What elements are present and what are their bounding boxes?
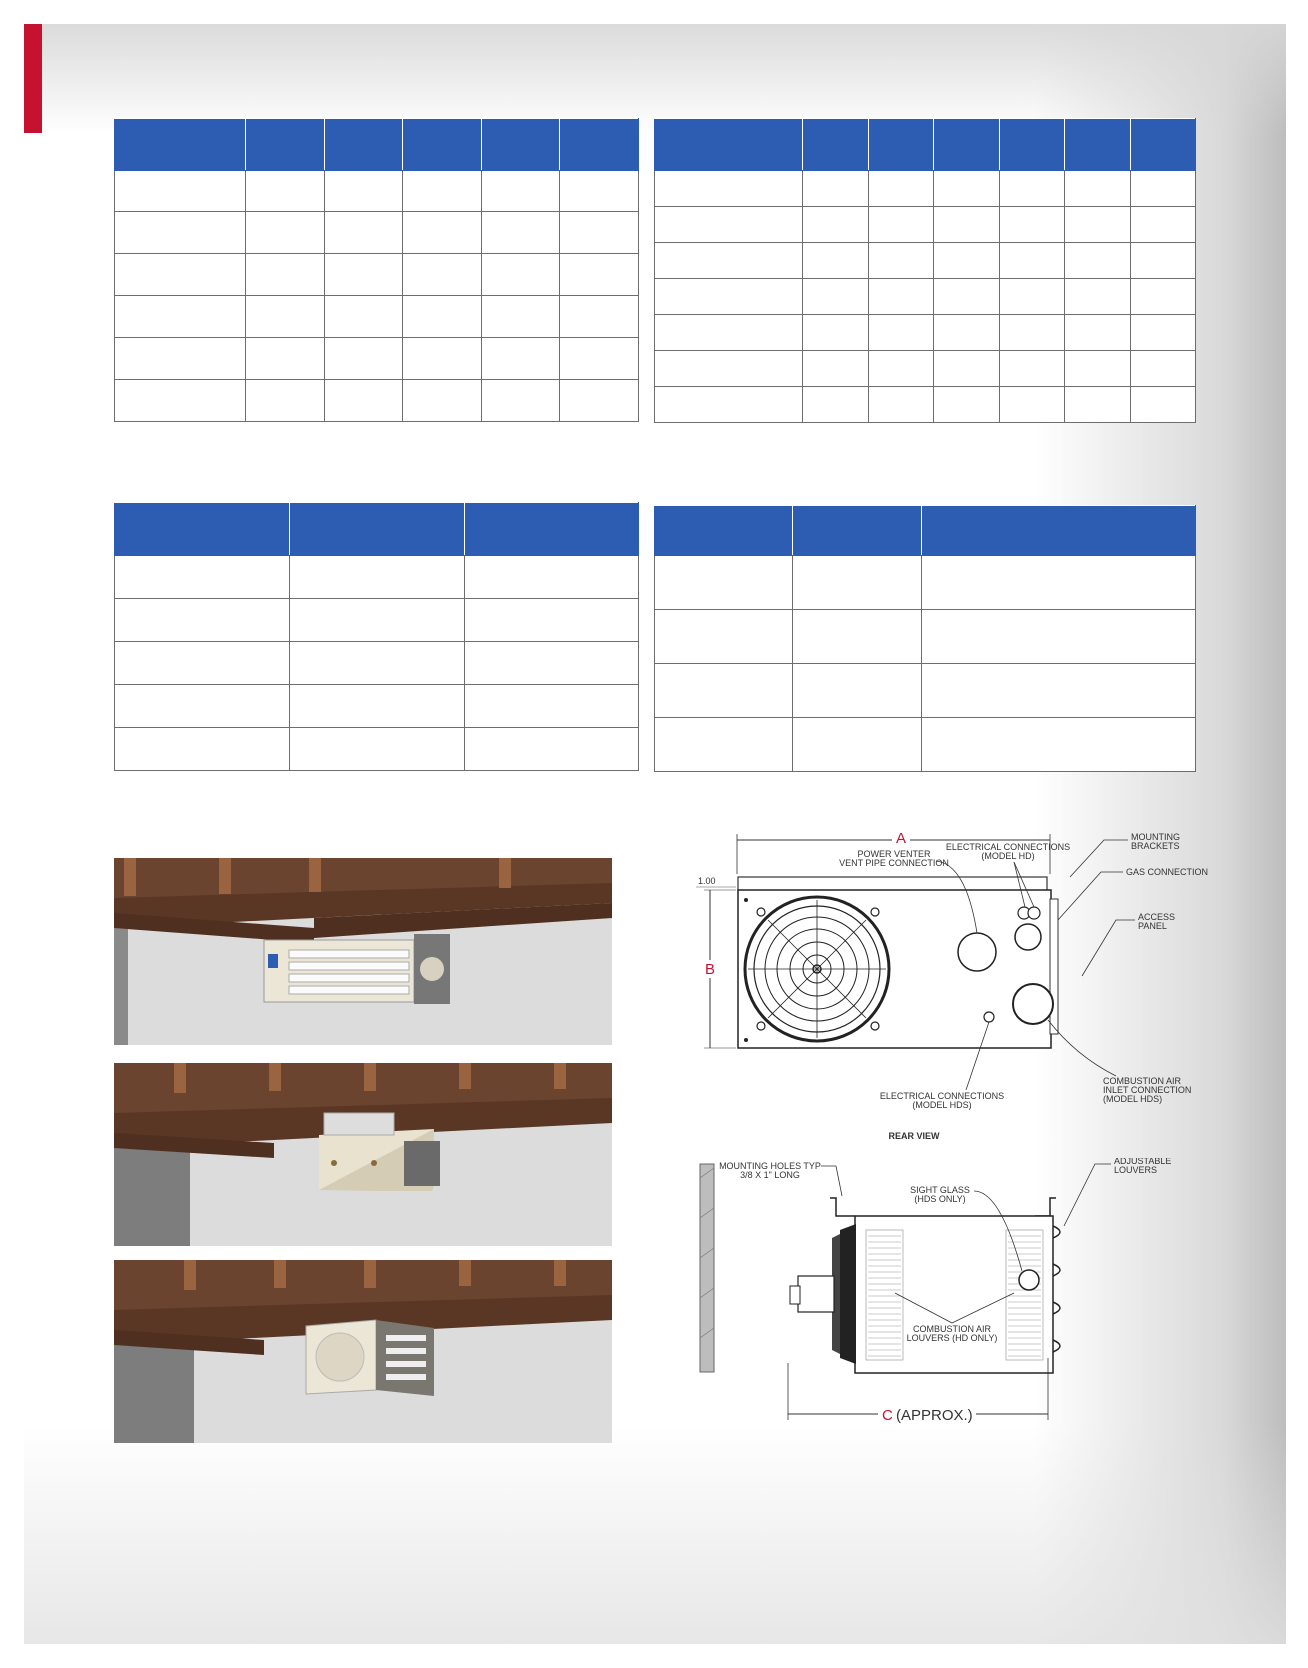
side-view-drawing <box>690 1158 1210 1448</box>
header-cell <box>290 503 465 556</box>
header-cell <box>1131 119 1196 171</box>
rear-view-caption: REAR VIEW <box>888 1131 940 1141</box>
header-cell <box>325 119 403 171</box>
table-cell <box>1131 387 1196 423</box>
header-cell <box>934 119 1000 171</box>
combustion-inlet-label: COMBUSTION AIR <box>1103 1076 1182 1086</box>
table-cell <box>922 718 1196 772</box>
table-cell <box>560 171 639 212</box>
table-cell <box>325 212 403 254</box>
table-row <box>115 556 639 599</box>
fan-side-icon <box>790 1224 856 1364</box>
electrical-hds-opening <box>984 1012 994 1022</box>
table-cell <box>465 685 639 728</box>
table-header-row <box>655 506 1196 556</box>
table-row <box>655 610 1196 664</box>
electrical-hds-label: ELECTRICAL CONNECTIONS <box>879 1091 1005 1101</box>
header-cell <box>560 119 639 171</box>
table-row <box>115 642 639 685</box>
heater-angle-photo <box>114 1260 612 1443</box>
table-cell <box>115 380 246 422</box>
table-row <box>655 556 1196 610</box>
table-cell <box>560 380 639 422</box>
table-cell <box>290 685 465 728</box>
table-cell <box>1065 351 1131 387</box>
table-cell <box>803 315 869 351</box>
table-cell <box>246 380 325 422</box>
table-cell <box>465 556 639 599</box>
table-cell <box>290 642 465 685</box>
table-cell <box>482 338 560 380</box>
table-cell <box>655 243 803 279</box>
table-cell <box>246 338 325 380</box>
header-cell <box>246 119 325 171</box>
table-cell <box>482 212 560 254</box>
table-cell <box>1131 351 1196 387</box>
mounting-brackets-label: MOUNTING <box>1131 832 1180 842</box>
table-row <box>115 254 639 296</box>
table-cell <box>482 254 560 296</box>
access-panel-label-2: PANEL <box>1138 921 1167 931</box>
table-cell <box>655 556 793 610</box>
table-cell <box>934 387 1000 423</box>
table-cell <box>1131 207 1196 243</box>
table-cell <box>922 610 1196 664</box>
table-row <box>115 338 639 380</box>
table-cell <box>869 207 934 243</box>
table-cell <box>1065 243 1131 279</box>
table-cell <box>115 338 246 380</box>
table-cell <box>246 254 325 296</box>
table-cell <box>1065 387 1131 423</box>
table-cell <box>115 254 246 296</box>
header-cell <box>115 503 290 556</box>
dimension-a-label: A <box>895 830 907 847</box>
table-cell <box>803 171 869 207</box>
dimension-b-label: B <box>704 961 716 978</box>
combustion-inlet-opening <box>1013 984 1053 1024</box>
table-cell <box>482 171 560 212</box>
vent-pipe-label: VENT PIPE CONNECTION <box>839 858 949 868</box>
table-cell <box>403 296 482 338</box>
table-row <box>655 279 1196 315</box>
table-row <box>655 351 1196 387</box>
electrical-hd-label: ELECTRICAL CONNECTIONS <box>945 842 1071 852</box>
table-cell <box>934 279 1000 315</box>
table-cell <box>793 610 922 664</box>
table-cell <box>465 728 639 771</box>
table-cell <box>290 556 465 599</box>
table-cell <box>403 338 482 380</box>
red-accent-tab <box>24 24 42 133</box>
vent-pipe-opening <box>958 933 996 971</box>
table-header-row <box>655 119 1196 171</box>
table-row <box>655 718 1196 772</box>
adjustable-louvers-label-2: LOUVERS <box>1114 1165 1158 1175</box>
table-cell <box>793 664 922 718</box>
table-row <box>115 212 639 254</box>
table-cell <box>325 338 403 380</box>
table-cell <box>869 171 934 207</box>
table-cell <box>115 556 290 599</box>
table-cell <box>803 351 869 387</box>
table-cell <box>325 171 403 212</box>
table-row <box>655 243 1196 279</box>
table-cell <box>1000 351 1065 387</box>
header-cell <box>403 119 482 171</box>
table-cell <box>803 279 869 315</box>
table-row <box>115 380 639 422</box>
table-cell <box>655 664 793 718</box>
power-venter-label: POWER VENTER <box>857 849 931 859</box>
table-cell <box>1065 279 1131 315</box>
table-cell <box>1065 315 1131 351</box>
table-cell <box>115 642 290 685</box>
table-cell <box>1065 171 1131 207</box>
dimension-c-letter: C <box>882 1407 893 1424</box>
table-cell <box>934 315 1000 351</box>
rear-view-drawing <box>676 824 1216 1158</box>
table-cell <box>290 728 465 771</box>
sight-glass-label: SIGHT GLASS <box>910 1185 970 1195</box>
table-row <box>655 387 1196 423</box>
table-cell <box>115 685 290 728</box>
table-cell <box>869 387 934 423</box>
header-cell <box>869 119 934 171</box>
table-cell <box>1000 315 1065 351</box>
header-cell <box>655 119 803 171</box>
table-cell <box>482 380 560 422</box>
access-panel-label: ACCESS <box>1138 912 1176 922</box>
header-cell <box>465 503 639 556</box>
spec-table-3 <box>114 502 639 771</box>
table-row <box>655 315 1196 351</box>
table-cell <box>1131 315 1196 351</box>
table-cell <box>1131 279 1196 315</box>
top-offset-label: 1.00 <box>698 876 716 886</box>
table-cell <box>325 254 403 296</box>
table-cell <box>115 728 290 771</box>
table-cell <box>325 380 403 422</box>
table-cell <box>246 212 325 254</box>
table-cell <box>560 254 639 296</box>
table-cell <box>560 296 639 338</box>
table-cell <box>246 171 325 212</box>
heater-rear-photo <box>114 1063 612 1246</box>
header-cell <box>115 119 246 171</box>
table-cell <box>793 718 922 772</box>
table-cell <box>793 556 922 610</box>
table-cell <box>465 642 639 685</box>
table-row <box>655 664 1196 718</box>
combustion-louvers-label: COMBUSTION AIR <box>912 1324 992 1334</box>
table-row <box>115 599 639 642</box>
table-cell <box>655 718 793 772</box>
spec-table-1 <box>114 118 639 422</box>
combustion-inlet-label-2: INLET CONNECTION <box>1103 1085 1192 1095</box>
mounting-holes-label: MOUNTING HOLES TYP <box>719 1161 821 1171</box>
spec-table-2 <box>654 118 1196 423</box>
table-cell <box>115 212 246 254</box>
table-cell <box>655 171 803 207</box>
table-cell <box>1131 243 1196 279</box>
table-cell <box>290 599 465 642</box>
table-cell <box>1131 171 1196 207</box>
table-cell <box>934 351 1000 387</box>
table-cell <box>869 351 934 387</box>
header-cell <box>482 119 560 171</box>
table-cell <box>655 315 803 351</box>
fan-guard-icon <box>745 897 889 1041</box>
table-cell <box>934 171 1000 207</box>
header-cell <box>793 506 922 556</box>
table-row <box>115 685 639 728</box>
sight-glass-hds-label: (HDS ONLY) <box>914 1194 966 1204</box>
table-cell <box>560 212 639 254</box>
table-cell <box>403 212 482 254</box>
table-cell <box>482 296 560 338</box>
table-cell <box>655 387 803 423</box>
table-cell <box>115 296 246 338</box>
table-cell <box>1000 171 1065 207</box>
table-cell <box>403 171 482 212</box>
table-cell <box>1000 279 1065 315</box>
table-cell <box>803 387 869 423</box>
table-cell <box>246 296 325 338</box>
table-cell <box>403 380 482 422</box>
table-header-row <box>115 119 639 171</box>
table-cell <box>1065 207 1131 243</box>
table-cell <box>1000 243 1065 279</box>
table-cell <box>325 296 403 338</box>
electrical-hds-model-label: (MODEL HDS) <box>912 1100 972 1110</box>
table-cell <box>869 315 934 351</box>
adjustable-louvers-icon <box>1053 1226 1060 1352</box>
table-cell <box>655 279 803 315</box>
sight-glass-icon <box>1019 1270 1039 1290</box>
combustion-louvers-hd-label: LOUVERS (HD ONLY) <box>906 1333 998 1343</box>
header-cell <box>922 506 1196 556</box>
table-cell <box>115 599 290 642</box>
table-cell <box>403 254 482 296</box>
table-row <box>115 728 639 771</box>
header-cell <box>655 506 793 556</box>
table-cell <box>1000 387 1065 423</box>
table-row <box>655 207 1196 243</box>
table-cell <box>1000 207 1065 243</box>
table-cell <box>560 338 639 380</box>
table-header-row <box>115 503 639 556</box>
header-cell <box>1000 119 1065 171</box>
table-cell <box>655 207 803 243</box>
access-opening <box>1015 924 1041 950</box>
dimension-c-approx: (APPROX.) <box>896 1407 973 1424</box>
table-cell <box>465 599 639 642</box>
table-cell <box>869 243 934 279</box>
table-cell <box>803 243 869 279</box>
top-flange <box>738 877 1047 891</box>
table-row <box>655 171 1196 207</box>
table-cell <box>922 556 1196 610</box>
table-cell <box>869 279 934 315</box>
mounting-brackets-label-2: BRACKETS <box>1131 841 1180 851</box>
table-cell <box>803 207 869 243</box>
table-cell <box>934 243 1000 279</box>
adjustable-louvers-label: ADJUSTABLE <box>1114 1158 1172 1166</box>
heater-side-photo <box>114 858 612 1045</box>
table-cell <box>934 207 1000 243</box>
mounting-wall <box>700 1164 714 1372</box>
table-cell <box>922 664 1196 718</box>
mounting-holes-size-label: 3/8 X 1" LONG <box>740 1170 800 1180</box>
electrical-hd-model-label: (MODEL HD) <box>981 851 1035 861</box>
table-row <box>115 171 639 212</box>
header-cell <box>803 119 869 171</box>
spec-table-4 <box>654 505 1196 772</box>
gas-connection-label: GAS CONNECTION <box>1126 867 1209 877</box>
combustion-inlet-label-3: (MODEL HDS) <box>1103 1094 1163 1104</box>
header-cell <box>1065 119 1131 171</box>
table-cell <box>115 171 246 212</box>
table-cell <box>655 351 803 387</box>
table-cell <box>655 610 793 664</box>
table-row <box>115 296 639 338</box>
